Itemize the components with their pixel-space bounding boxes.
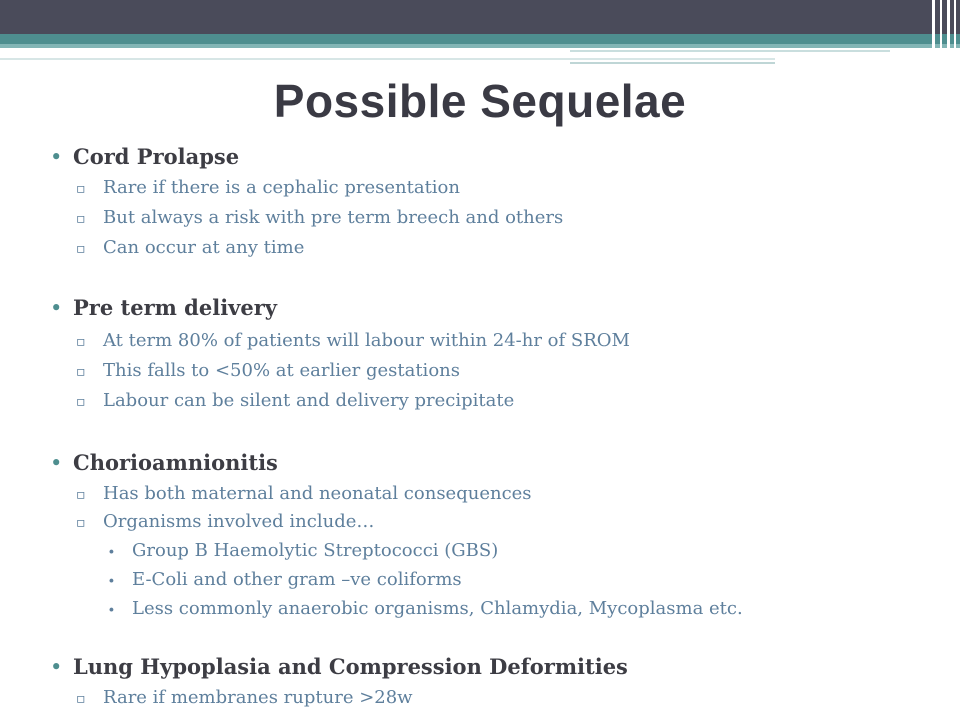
list-item-text: Labour can be silent and delivery precipitate <box>103 390 515 411</box>
square-bullet-icon: ▫ <box>76 487 86 503</box>
section-heading-lung-hypoplasia <box>50 654 628 679</box>
square-bullet-icon: ▫ <box>76 181 86 197</box>
square-bullet-icon: ▫ <box>76 364 86 380</box>
list-item <box>76 360 460 381</box>
list-item <box>76 237 304 258</box>
list-item-text: At term 80% of patients will labour within 24-hr of SROM <box>103 330 630 351</box>
bullet-icon: • <box>50 145 63 169</box>
square-bullet-icon: ▫ <box>76 691 86 707</box>
sub-list-item <box>108 598 743 619</box>
bullet-icon: • <box>50 451 63 475</box>
list-item-text: Can occur at any time <box>103 237 305 258</box>
list-item-text: But always a risk with pre term breech and others <box>103 207 564 228</box>
list-item <box>76 177 460 198</box>
square-bullet-icon: ▫ <box>76 211 86 227</box>
square-bullet-icon: ▫ <box>76 334 86 350</box>
section-heading-text: Lung Hypoplasia and Compression Deformities <box>73 654 628 679</box>
square-bullet-icon: ▫ <box>76 394 86 410</box>
sub-list-item <box>108 569 462 590</box>
sub-list-item <box>108 540 498 561</box>
list-item-text: Organisms involved include… <box>103 511 375 532</box>
section-heading-text: Chorioamnionitis <box>73 450 278 475</box>
list-item-text: Has both maternal and neonatal consequences <box>103 483 532 504</box>
sub-list-item-text: Group B Haemolytic Streptococci (GBS) <box>132 540 499 561</box>
bullet-icon: • <box>50 296 63 320</box>
header-bar <box>0 0 960 34</box>
list-item-text: Rare if membranes rupture >28w <box>103 687 413 708</box>
square-bullet-icon: ▫ <box>76 241 86 257</box>
list-item <box>76 511 374 532</box>
list-item <box>76 687 413 708</box>
decorative-rule <box>570 50 890 52</box>
accent-band <box>0 34 960 44</box>
list-item <box>76 390 514 411</box>
list-item <box>76 207 563 228</box>
bullet-icon: • <box>50 655 63 679</box>
dot-bullet-icon: ∙ <box>108 602 115 618</box>
corner-stripes <box>928 0 960 66</box>
dot-bullet-icon: ∙ <box>108 573 115 589</box>
section-heading-pre-term-delivery <box>50 295 277 320</box>
accent-band-light <box>0 44 960 48</box>
section-heading-cord-prolapse <box>50 144 239 169</box>
section-heading-text: Cord Prolapse <box>73 144 240 169</box>
page-title: Possible Sequelae <box>273 75 687 127</box>
sub-list-item-text: E-Coli and other gram –ve coliforms <box>132 569 462 590</box>
section-heading-chorioamnionitis <box>50 450 278 475</box>
decorative-rule <box>0 58 775 60</box>
section-heading-text: Pre term delivery <box>73 295 278 320</box>
decorative-rule <box>570 62 775 64</box>
list-item <box>76 330 630 351</box>
dot-bullet-icon: ∙ <box>108 544 115 560</box>
list-item-text: This falls to <50% at earlier gestations <box>103 360 460 381</box>
list-item-text: Rare if there is a cephalic presentation <box>103 177 460 198</box>
square-bullet-icon: ▫ <box>76 515 86 531</box>
list-item <box>76 483 532 504</box>
sub-list-item-text: Less commonly anaerobic organisms, Chlamydia, Mycoplasma etc. <box>132 598 743 619</box>
